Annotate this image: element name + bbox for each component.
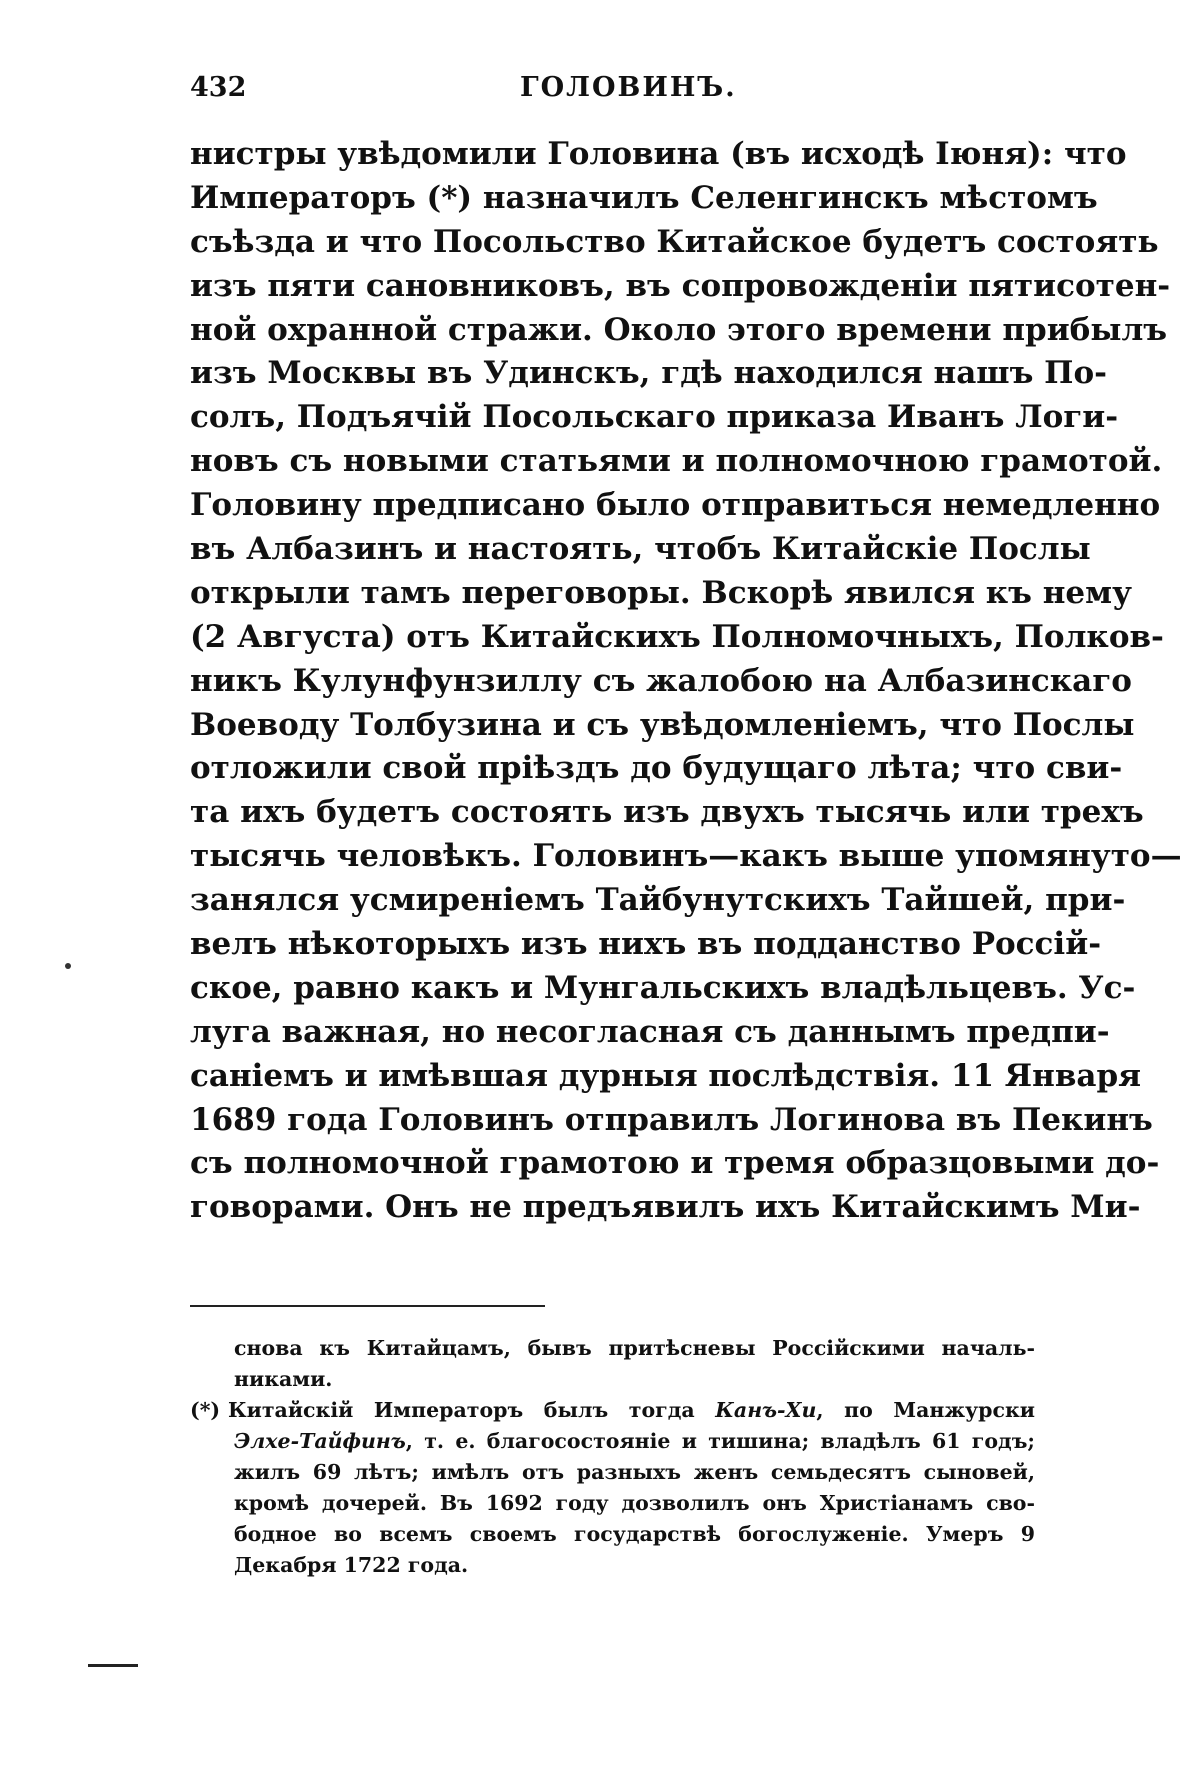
text-line: новъ съ новыми статьями и полномочною грамотой.: [190, 443, 1163, 480]
text-line: саніемъ и имѣвшая дурныя послѣдствія. 11 Января: [190, 1057, 1142, 1094]
footnote-continued-line: снова къ Китайцамъ, бывъ притѣсневы Россійскими началь-: [234, 1336, 1035, 1360]
footnote-marker: (*): [190, 1398, 221, 1422]
text-line: ское, равно какъ и Мунгальскихъ владѣльцевъ. Ус-: [190, 969, 1136, 1006]
footnote-line: [190, 1395, 1035, 1426]
text-line: въ Албазинъ и настоять, чтобъ Китайскіе Послы: [190, 531, 1091, 568]
text-line: (2 Августа) отъ Китайскихъ Полномочныхъ, Полков-: [190, 618, 1164, 655]
footnote-line: кромѣ дочерей. Въ 1692 году дозволилъ онъ Христіанамъ сво-: [234, 1491, 1035, 1515]
footnotes: [190, 1333, 1035, 1581]
footnote-emphasis: Канъ-Хи: [715, 1398, 817, 1422]
text-line: та ихъ будетъ состоять изъ двухъ тысячь или трехъ: [190, 794, 1144, 831]
footnote-text: Китайскій Императоръ былъ тогда: [228, 1398, 695, 1422]
footnote-line: Декабря 1722 года.: [234, 1553, 469, 1577]
text-line: изъ пяти сановниковъ, въ сопровожденіи пятисотен-: [190, 267, 1171, 304]
text-line: открыли тамъ переговоры. Вскорѣ явился къ нему: [190, 574, 1132, 611]
running-title: ГОЛОВИНЪ.: [520, 72, 737, 103]
text-line: занялся усмиреніемъ Тайбунутскихъ Тайшей, при-: [190, 882, 1126, 919]
text-line: говорами. Онъ не предъявилъ ихъ Китайскимъ Ми-: [190, 1189, 1141, 1226]
page-number: 432: [190, 72, 247, 103]
text-line: луга важная, но несогласная съ даннымъ предпи-: [190, 1013, 1110, 1050]
margin-speck: [65, 963, 71, 969]
footnote-line: жилъ 69 лѣтъ; имѣлъ отъ разныхъ женъ семьдесятъ сыновей,: [234, 1460, 1035, 1484]
text-line: ной охранной стражи. Около этого времени прибылъ: [190, 311, 1168, 348]
footnote-text: , т. е. благосостояніе и тишина; владѣлъ 61 годъ;: [405, 1429, 1035, 1453]
text-line: велъ нѣкоторыхъ изъ нихъ въ подданство Россій-: [190, 926, 1102, 963]
main-text: [190, 133, 1182, 1230]
text-line: съ полномочной грамотою и тремя образцовыми до-: [190, 1145, 1160, 1182]
text-line: тысячь человѣкъ. Головинъ—какъ выше упомянуто—: [190, 838, 1182, 875]
text-line: 1689 года Головинъ отправилъ Логинова въ Пекинъ: [190, 1101, 1153, 1138]
text-line: солъ, Подъячій Посольскаго приказа Иванъ Логи-: [190, 399, 1119, 436]
footnote-continued-line: никами.: [234, 1367, 333, 1391]
text-line: Императоръ (*) назначилъ Селенгинскъ мѣстомъ: [190, 179, 1098, 216]
text-line: нистры увѣдомили Головина (въ исходѣ Іюня): что: [190, 136, 1127, 172]
footnote-emphasis: Элхе-Тайфинъ: [234, 1429, 406, 1453]
footnote-line: [190, 1426, 1035, 1457]
text-line: съѣзда и что Посольство Китайское будетъ состоять: [190, 223, 1159, 260]
text-line: изъ Москвы въ Удинскъ, гдѣ находился нашъ По-: [190, 355, 1107, 392]
footnote-line: бодное во всемъ своемъ государствѣ богослуженіе. Умеръ 9: [234, 1522, 1035, 1546]
text-line: Воеводу Толбузина и съ увѣдомленіемъ, что Послы: [190, 706, 1135, 743]
margin-dash: [88, 1664, 138, 1667]
text-line: отложили свой пріѣздъ до будущаго лѣта; что сви-: [190, 750, 1123, 787]
footnote-text: , по Манжурски: [816, 1398, 1036, 1422]
text-line: никъ Кулунфунзиллу съ жалобою на Албазинскаго: [190, 662, 1132, 699]
footnote-rule: [190, 1305, 545, 1307]
text-line: Головину предписано было отправиться немедленно: [190, 487, 1161, 524]
